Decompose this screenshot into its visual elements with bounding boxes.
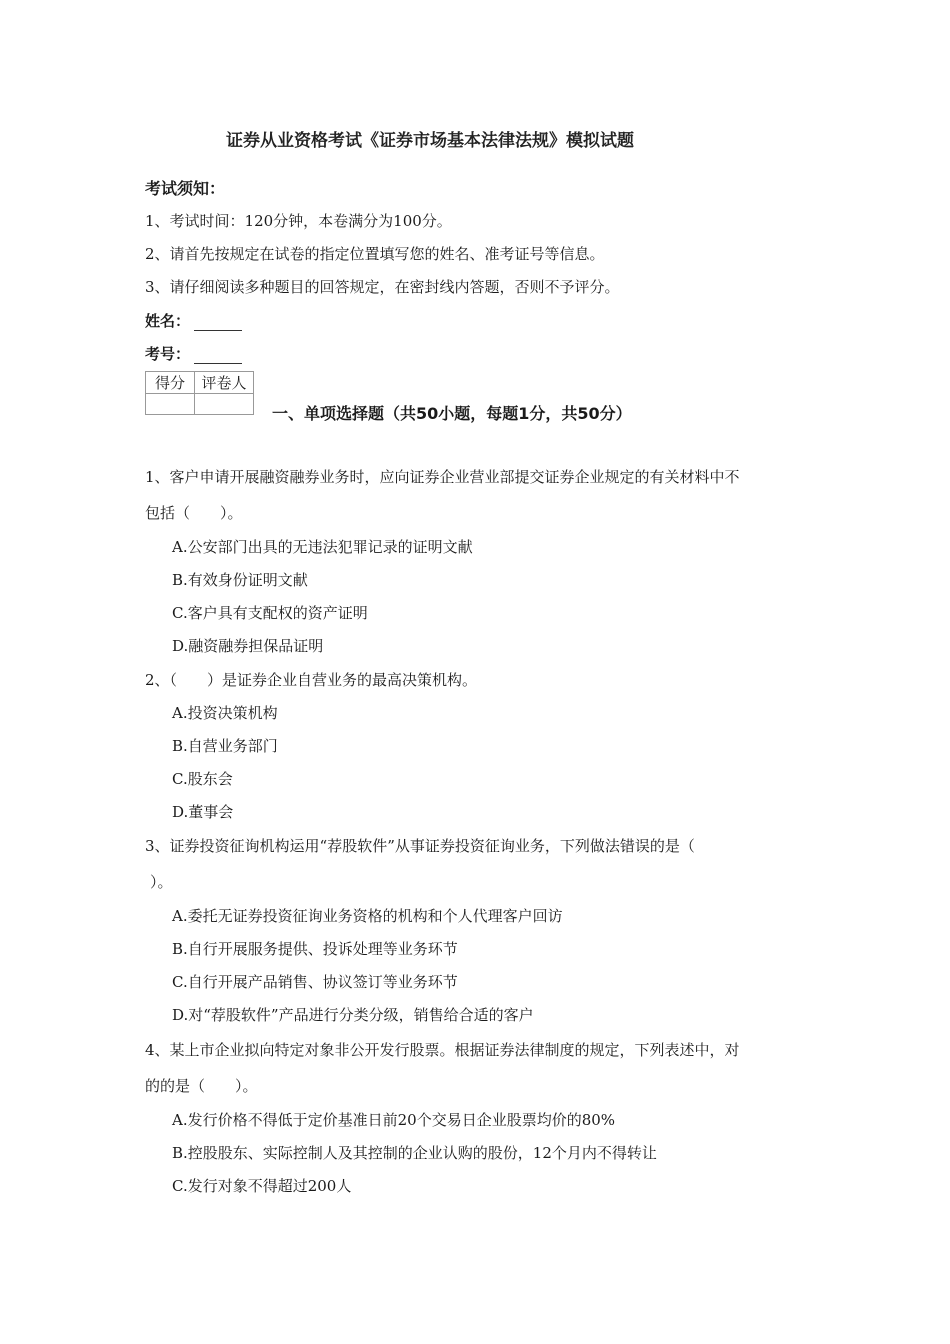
question-3-option-d[interactable]: D.对“荐股软件”产品进行分类分级，销售给合适的客户 [172, 1006, 534, 1024]
question-2-option-b[interactable]: B.自营业务部门 [172, 737, 278, 755]
question-4-option-c[interactable]: C.发行对象不得超过200人 [172, 1177, 352, 1195]
question-4-text-cont: 的的是（ ）。 [145, 1077, 258, 1095]
page-title: 证券从业资格考试《证券市场基本法律法规》模拟试题 [226, 131, 634, 151]
grader-cell[interactable] [195, 394, 254, 415]
score-cell[interactable] [146, 394, 195, 415]
question-2-option-a[interactable]: A.投资决策机构 [172, 704, 278, 722]
question-4-option-a[interactable]: A.发行价格不得低于定价基准日前20个交易日企业股票均价的80% [172, 1111, 616, 1129]
name-field [145, 310, 242, 331]
grader-header: 评卷人 [195, 372, 254, 394]
id-blank[interactable] [194, 349, 242, 364]
section-title: 一、单项选择题（共50小题，每题1分，共50分） [272, 404, 632, 423]
question-2-option-c[interactable]: C.股东会 [172, 770, 233, 788]
name-blank[interactable] [194, 316, 242, 331]
id-field [145, 343, 242, 364]
question-1-option-c[interactable]: C.客户具有支配权的资产证明 [172, 604, 368, 622]
question-3-text: 3、证券投资征询机构运用“荐股软件”从事证券投资征询业务，下列做法错误的是（ [145, 837, 695, 855]
score-table [145, 371, 254, 415]
notice-item: 2、请首先按规定在试卷的指定位置填写您的姓名、准考证号等信息。 [145, 245, 605, 263]
name-label: 姓名： [145, 312, 191, 330]
question-2-text: 2、（ ）是证券企业自营业务的最高决策机构。 [145, 671, 478, 689]
question-1-option-d[interactable]: D.融资融券担保品证明 [172, 637, 324, 655]
id-label: 考号： [145, 345, 191, 363]
notice-heading: 考试须知： [145, 179, 226, 198]
question-3-option-c[interactable]: C.自行开展产品销售、协议签订等业务环节 [172, 973, 458, 991]
question-4-option-b[interactable]: B.控股股东、实际控制人及其控制的企业认购的股份，12个月内不得转让 [172, 1144, 657, 1162]
question-1-text: 1、客户申请开展融资融券业务时，应向证券企业营业部提交证券企业规定的有关材料中不 [145, 468, 740, 486]
question-1-option-b[interactable]: B.有效身份证明文献 [172, 571, 308, 589]
notice-item: 3、请仔细阅读多种题目的回答规定，在密封线内答题，否则不予评分。 [145, 278, 620, 296]
question-1-option-a[interactable]: A.公安部门出具的无违法犯罪记录的证明文献 [172, 538, 473, 556]
notice-item: 1、考试时间：120分钟，本卷满分为100分。 [145, 212, 452, 230]
question-4-text: 4、某上市企业拟向特定对象非公开发行股票。根据证券法律制度的规定，下列表述中，对 [145, 1041, 740, 1059]
question-3-option-a[interactable]: A.委托无证券投资征询业务资格的机构和个人代理客户回访 [172, 907, 563, 925]
question-3-option-b[interactable]: B.自行开展服务提供、投诉处理等业务环节 [172, 940, 458, 958]
question-2-option-d[interactable]: D.董事会 [172, 803, 234, 821]
score-header: 得分 [146, 372, 195, 394]
question-1-text-cont: 包括（ ）。 [145, 504, 243, 522]
question-3-text-cont: ）。 [150, 873, 173, 891]
